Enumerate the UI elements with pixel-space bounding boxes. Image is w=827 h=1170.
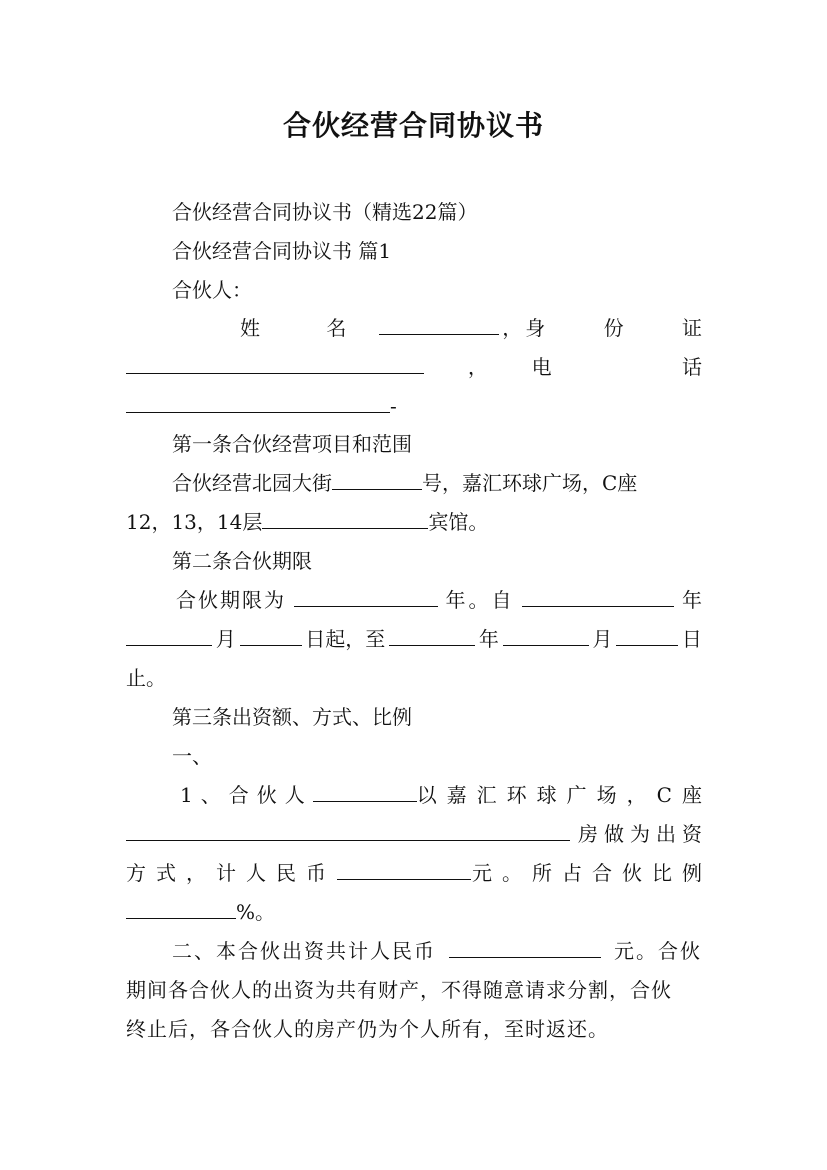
- subtitle: 合伙经营合同协议书（精选22篇）: [172, 200, 478, 224]
- document-title: 合伙经营合同协议书: [282, 109, 544, 142]
- text: %。: [236, 900, 276, 924]
- amount-blank: [337, 859, 471, 880]
- article-1-line-2: [126, 507, 702, 537]
- article-3-line-1: [180, 780, 712, 810]
- id-blank: [126, 353, 424, 374]
- comma: ，: [502, 316, 523, 340]
- text: 日起，至: [305, 627, 386, 651]
- part-heading: 合伙经营合同协议书 篇1: [172, 239, 392, 263]
- text: 12，13，14层: [126, 510, 263, 534]
- partner-label: 合伙人：: [172, 278, 252, 302]
- text: 元。所占合伙比例: [472, 861, 712, 885]
- text: 年。自: [445, 588, 515, 612]
- name-id-line: [240, 313, 728, 343]
- phone-line: [126, 391, 702, 421]
- text: 元。合伙: [614, 939, 702, 963]
- text: 二、本合伙出资共计人民币: [172, 939, 436, 963]
- hotel-blank: [262, 508, 428, 529]
- article-3-item-two-line-1: [172, 936, 702, 966]
- text: 月: [592, 627, 613, 651]
- article-2-line-1: [176, 585, 702, 615]
- end-year-blank: [389, 625, 475, 646]
- article-2-title: 第二条合伙期限: [172, 549, 312, 573]
- id-phone-line: [126, 352, 764, 382]
- article-3-item-one: 一、: [172, 744, 212, 768]
- article-3-line-4: [126, 897, 702, 927]
- article-3-title: 第三条出资额、方式、比例: [172, 705, 412, 729]
- text: 宾馆。: [428, 510, 489, 534]
- text: 年: [478, 627, 499, 651]
- text: 合伙期限为: [176, 588, 286, 612]
- ratio-blank: [126, 898, 236, 919]
- article-1-title: 第一条合伙经营项目和范围: [172, 432, 412, 456]
- end-month-blank: [503, 625, 589, 646]
- start-month-blank: [126, 625, 212, 646]
- text: 年: [682, 588, 702, 612]
- article-1-line-1: [172, 468, 702, 498]
- text: 1、合伙人: [180, 783, 313, 807]
- id-label: 身 份 证: [525, 316, 728, 340]
- start-day-blank: [240, 625, 302, 646]
- term-years-blank: [294, 586, 438, 607]
- text: 合伙经营北园大街: [172, 471, 332, 495]
- phone-label: 电 话: [531, 355, 764, 379]
- text: 以嘉汇环球广场，C座: [416, 783, 712, 807]
- partner-blank: [313, 781, 417, 802]
- article-2-line-2: [126, 624, 702, 654]
- text: 号，嘉汇环球广场，C座: [422, 471, 638, 495]
- article-3-line-3: [126, 858, 712, 888]
- text: 房做为出资: [578, 822, 708, 846]
- comma: ，: [467, 355, 488, 379]
- total-amount-blank: [449, 937, 601, 958]
- end-day-blank: [616, 625, 678, 646]
- article-2-line-3: 止。: [126, 666, 166, 690]
- text: 方式，计人民币: [126, 861, 336, 885]
- article-3-line-2: [126, 819, 708, 849]
- name-blank: [379, 314, 499, 335]
- property-blank: [126, 820, 570, 841]
- street-no-blank: [332, 469, 422, 490]
- text: 月: [215, 627, 236, 651]
- start-year-blank: [522, 586, 674, 607]
- trail-dash: -: [390, 394, 397, 418]
- article-3-item-two-line-2: 期间各合伙人的出资为共有财产，不得随意请求分割，合伙: [126, 978, 672, 1002]
- text: 日: [681, 627, 702, 651]
- name-label: 姓 名: [240, 316, 377, 340]
- article-3-item-two-line-3: 终止后，各合伙人的房产仍为个人所有，至时返还。: [126, 1017, 609, 1041]
- phone-blank: [126, 392, 390, 413]
